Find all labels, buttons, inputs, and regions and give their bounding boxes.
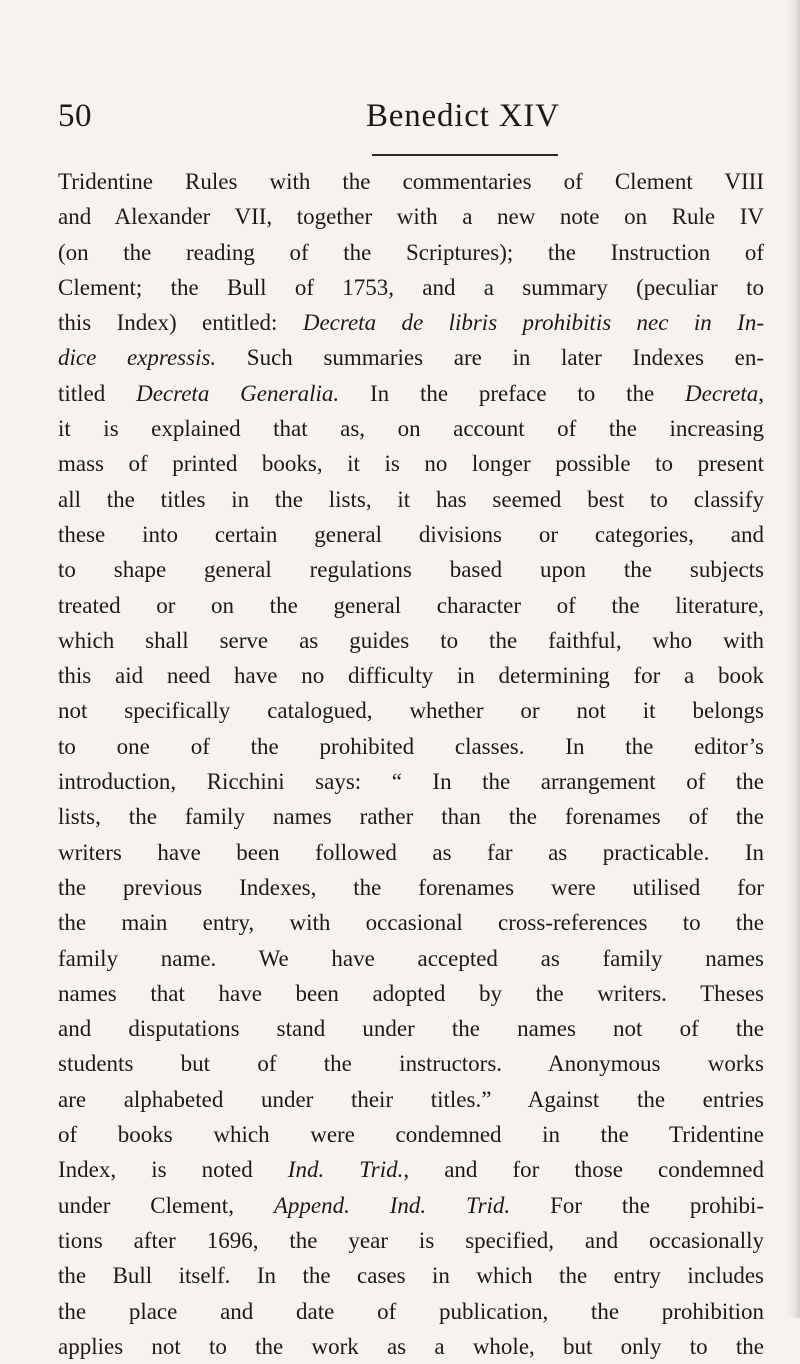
text-line xyxy=(58,1082,764,1117)
text-run: students but of the instructors. Anonymous works xyxy=(58,1051,764,1077)
text-run: to shape general regulations based upon the subjects xyxy=(58,557,764,583)
text-run: all the titles in the lists, it has seemed best to classify xyxy=(58,486,764,512)
text-run: which shall serve as guides to the faithful, who with xyxy=(58,627,764,653)
text-run: applies not to the work as a whole, but only to the xyxy=(58,1333,764,1359)
text-run: (on the reading of the Scriptures); the Instruction of xyxy=(58,239,764,265)
text-line xyxy=(58,693,764,728)
text-run: Tridentine Rules with the commentaries of Clement VIII xyxy=(58,169,764,194)
text-line xyxy=(58,1294,764,1329)
text-line xyxy=(58,1011,764,1046)
text-run: it is explained that as, on account of the increasing xyxy=(58,416,764,442)
text-line xyxy=(58,729,764,764)
text-run: Such summaries are in later Indexes en- xyxy=(216,345,764,371)
text-run: and disputations stand under the names not of the xyxy=(58,1016,764,1042)
text-line xyxy=(58,870,764,905)
text-run: the previous Indexes, the forenames were utilised for xyxy=(58,874,764,900)
text-line xyxy=(58,1329,764,1364)
text-line xyxy=(58,517,764,552)
text-run: to one of the prohibited classes. In the editor’s xyxy=(58,733,764,759)
text-line xyxy=(58,1223,764,1258)
text-line xyxy=(58,1046,764,1081)
text-line xyxy=(58,164,764,199)
text-run: family name. We have accepted as family names xyxy=(58,945,764,971)
text-line xyxy=(58,411,764,446)
text-line xyxy=(58,340,764,375)
text-run: not specifically catalogued, whether or not it belongs xyxy=(58,698,764,724)
text-run: In the preface to the xyxy=(339,380,686,406)
text-run: introduction, Ricchini says: “ In the arrangement of the xyxy=(58,769,764,795)
text-run: For the prohibi- xyxy=(510,1192,764,1218)
text-line xyxy=(58,976,764,1011)
text-run: this aid need have no difficulty in determining for a book xyxy=(58,663,764,689)
italic-text-run: Ind. Trid. xyxy=(287,1157,404,1183)
text-line xyxy=(58,658,764,693)
text-run: writers have been followed as far as practicable. In xyxy=(58,839,764,865)
text-line xyxy=(58,376,764,411)
italic-text-run: Decreta Generalia. xyxy=(136,380,340,406)
text-run: , xyxy=(758,380,764,406)
text-line xyxy=(58,305,764,340)
text-line xyxy=(58,482,764,517)
page-number: 50 xyxy=(58,98,92,134)
text-line xyxy=(58,588,764,623)
header-rule xyxy=(372,154,558,156)
text-line xyxy=(58,270,764,305)
text-run: Index, is noted xyxy=(58,1157,288,1183)
text-line xyxy=(58,1152,764,1187)
text-line xyxy=(58,446,764,481)
text-line xyxy=(58,235,764,270)
text-run: under Clement, xyxy=(58,1192,274,1218)
running-title: Benedict XIV xyxy=(366,98,560,134)
italic-text-run: Decreta xyxy=(685,380,759,406)
italic-text-run: dice expressis. xyxy=(58,345,217,371)
text-run: and Alexander VII, together with a new note on Rule IV xyxy=(58,204,764,230)
text-run: names that have been adopted by the writers. Theses xyxy=(58,980,764,1006)
text-line xyxy=(58,1117,764,1152)
text-run: the place and date of publication, the prohibition xyxy=(58,1298,764,1324)
text-run: tions after 1696, the year is specified, and occasionally xyxy=(58,1227,764,1253)
text-run: , and for those condemned xyxy=(403,1157,764,1183)
text-run: the Bull itself. In the cases in which the entry includes xyxy=(58,1263,764,1289)
text-line xyxy=(58,941,764,976)
text-line xyxy=(58,799,764,834)
text-run: are alphabeted under their titles.” Against the entries xyxy=(58,1086,764,1112)
text-line xyxy=(58,1258,764,1293)
text-line xyxy=(58,623,764,658)
text-run: lists, the family names rather than the forenames of the xyxy=(58,804,764,830)
italic-text-run: Append. Ind. Trid. xyxy=(273,1192,511,1218)
text-line xyxy=(58,835,764,870)
text-run: Clement; the Bull of 1753, and a summary (peculiar to xyxy=(58,274,764,300)
body-paragraph xyxy=(58,164,764,1364)
text-line xyxy=(58,905,764,940)
text-run: mass of printed books, it is no longer possible to present xyxy=(58,451,764,477)
italic-text-run: Decreta de libris prohibitis nec in In- xyxy=(302,310,764,336)
text-line xyxy=(58,1188,764,1223)
text-run: this Index) entitled: xyxy=(58,310,303,336)
text-run: the main entry, with occasional cross-references to the xyxy=(58,910,764,936)
text-run: treated or on the general character of the literature, xyxy=(58,592,764,618)
text-run: titled xyxy=(58,380,137,406)
text-run: these into certain general divisions or categories, and xyxy=(58,521,764,547)
text-run: of books which were condemned in the Tridentine xyxy=(58,1122,764,1148)
text-line xyxy=(58,552,764,587)
text-line xyxy=(58,199,764,234)
page-edge-shadow xyxy=(786,0,800,1318)
text-line xyxy=(58,764,764,799)
